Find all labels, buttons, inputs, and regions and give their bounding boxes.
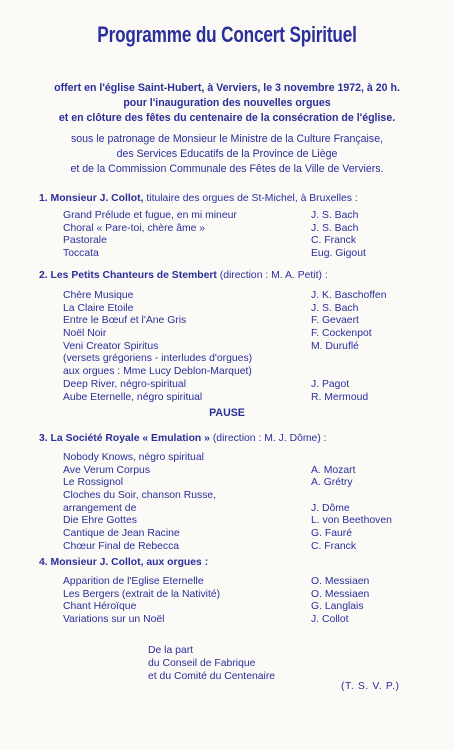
section-2-detail: (direction : M. A. Petit) : — [216, 270, 328, 281]
work-title: Ave Verum Corpus — [63, 464, 151, 476]
work-title: Le Rossignol — [63, 477, 124, 489]
closing-line-1: De la part — [148, 645, 194, 656]
composer: J. Dôme — [311, 502, 350, 514]
pause-label: PAUSE — [209, 407, 245, 419]
composer: F. Gevaert — [311, 315, 359, 327]
programme-item — [63, 515, 433, 528]
work-title: Les Bergers (extrait de la Nativité) — [63, 588, 221, 600]
programme-item — [63, 341, 433, 354]
closing-signature — [148, 645, 275, 683]
work-title: (versets grégoriens - interludes d'orgues) — [63, 353, 253, 365]
programme-item — [63, 353, 433, 366]
programme-item — [63, 601, 433, 614]
programme-item — [63, 541, 433, 554]
section-3-performer: 3. La Société Royale « Emulation » — [39, 433, 210, 444]
composer: M. Duruflé — [311, 340, 359, 352]
composer: G. Fauré — [311, 528, 352, 540]
programme-item — [63, 392, 433, 405]
programme-item — [63, 379, 433, 392]
work-title: Chant Héroïque — [63, 601, 137, 613]
section-1-detail: titulaire des orgues de St-Michel, à Bruxelles : — [143, 193, 358, 204]
work-title: Grand Prélude et fugue, en mi mineur — [63, 210, 237, 221]
section-2-performer: 2. Les Petits Chanteurs de Stembert — [39, 270, 217, 281]
programme-item — [63, 328, 433, 341]
work-title: aux orgues : Mme Lucy Deblon-Marquet) — [63, 366, 252, 378]
please-turn-over-note: (T. S. V. P.) — [341, 681, 400, 692]
work-title: Cantique de Jean Racine — [63, 528, 180, 540]
programme-item — [63, 290, 433, 303]
work-title: Pastorale — [63, 235, 107, 247]
programme-item — [63, 528, 433, 541]
closing-line-2: du Conseil de Fabrique — [148, 657, 256, 669]
composer: A. Grétry — [311, 477, 353, 489]
composer: C. Franck — [311, 540, 357, 552]
composer: J. S. Bach — [311, 302, 359, 314]
composer: C. Franck — [311, 235, 357, 247]
composer: J. S. Bach — [311, 210, 359, 221]
composer: G. Langlais — [311, 601, 364, 613]
programme-item — [63, 223, 433, 236]
composer: L. von Beethoven — [311, 515, 392, 527]
work-title: Toccata — [63, 248, 99, 260]
work-title: Apparition de l'Eglise Eternelle — [63, 576, 204, 587]
work-title: Deep River, négro-spiritual — [63, 378, 187, 390]
section-4-items — [63, 576, 433, 627]
composer: J. Pagot — [311, 378, 350, 390]
section-1-performer: 1. Monsieur J. Collot, — [39, 193, 144, 204]
composer: O. Messiaen — [311, 588, 370, 600]
work-title: Choral « Pare-toi, chère âme » — [63, 222, 206, 234]
section-1-items — [63, 210, 433, 261]
intro-block — [0, 81, 454, 177]
section-1-title — [39, 193, 358, 204]
work-title: Nobody Knows, négro spiritual — [63, 452, 204, 463]
programme-item — [63, 576, 433, 589]
programme-item — [63, 490, 433, 503]
section-2-items — [63, 290, 433, 404]
programme-item — [63, 503, 433, 516]
composer: O. Messiaen — [311, 576, 370, 587]
work-title: Chère Musique — [63, 290, 134, 301]
programme-item — [63, 477, 433, 490]
programme-item — [63, 465, 433, 478]
composer: R. Mermoud — [311, 391, 369, 403]
programme-item — [63, 303, 433, 316]
programme-item — [63, 589, 433, 602]
section-3-title — [39, 433, 327, 444]
composer: J. K. Baschoffen — [311, 290, 387, 301]
programme-item — [63, 614, 433, 627]
programme-item — [63, 248, 433, 261]
section-2-title — [39, 270, 328, 281]
section-3-items — [63, 452, 433, 554]
work-title: Veni Creator Spiritus — [63, 340, 159, 352]
page-title: Programme du Concert Spirituel — [97, 22, 357, 47]
programme-item — [63, 315, 433, 328]
composer: F. Cockenpot — [311, 328, 372, 340]
composer: J. S. Bach — [311, 222, 359, 234]
intro-line-services: des Services Educatifs de la Province de Liège — [116, 148, 338, 160]
programme-item — [63, 452, 433, 465]
work-title: Die Ehre Gottes — [63, 515, 137, 527]
work-title: Cloches du Soir, chanson Russe, — [63, 490, 217, 502]
section-3-detail: (direction : M. J. Dôme) : — [209, 433, 327, 444]
programme-item — [63, 366, 433, 379]
intro-line-centenary: et en clôture des fêtes du centenaire de la consécration de l'église. — [58, 112, 396, 124]
intro-line-commission: et de la Commission Communale des Fêtes de la Ville de Verviers. — [70, 163, 384, 175]
composer: Eug. Gigout — [311, 248, 366, 260]
section-4-performer: 4. Monsieur J. Collot, aux orgues : — [39, 557, 209, 568]
work-title: Variations sur un Noël — [63, 614, 165, 626]
work-title: La Claire Etoile — [63, 302, 134, 314]
closing-line-3: et du Comité du Centenaire — [148, 670, 276, 682]
programme-item — [63, 210, 433, 223]
composer: A. Mozart — [311, 464, 356, 476]
section-4-title — [39, 557, 208, 568]
work-title: Noël Noir — [63, 328, 107, 340]
work-title: Entre le Bœuf et l'Ane Gris — [63, 315, 187, 327]
work-title: arrangement de — [63, 502, 137, 514]
work-title: Chœur Final de Rebecca — [63, 540, 180, 552]
intro-line-patronage: sous le patronage de Monsieur le Ministre de la Culture Française, — [70, 133, 384, 145]
composer: J. Collot — [311, 614, 349, 626]
programme-item — [63, 235, 433, 248]
work-title: Aube Eternelle, négro spiritual — [63, 391, 203, 403]
intro-line-inauguration: pour l'inauguration des nouvelles orgues — [123, 97, 331, 109]
intro-line-date: offert en l'église Saint-Hubert, à Verviers, le 3 novembre 1972, à 20 h. — [54, 82, 400, 94]
